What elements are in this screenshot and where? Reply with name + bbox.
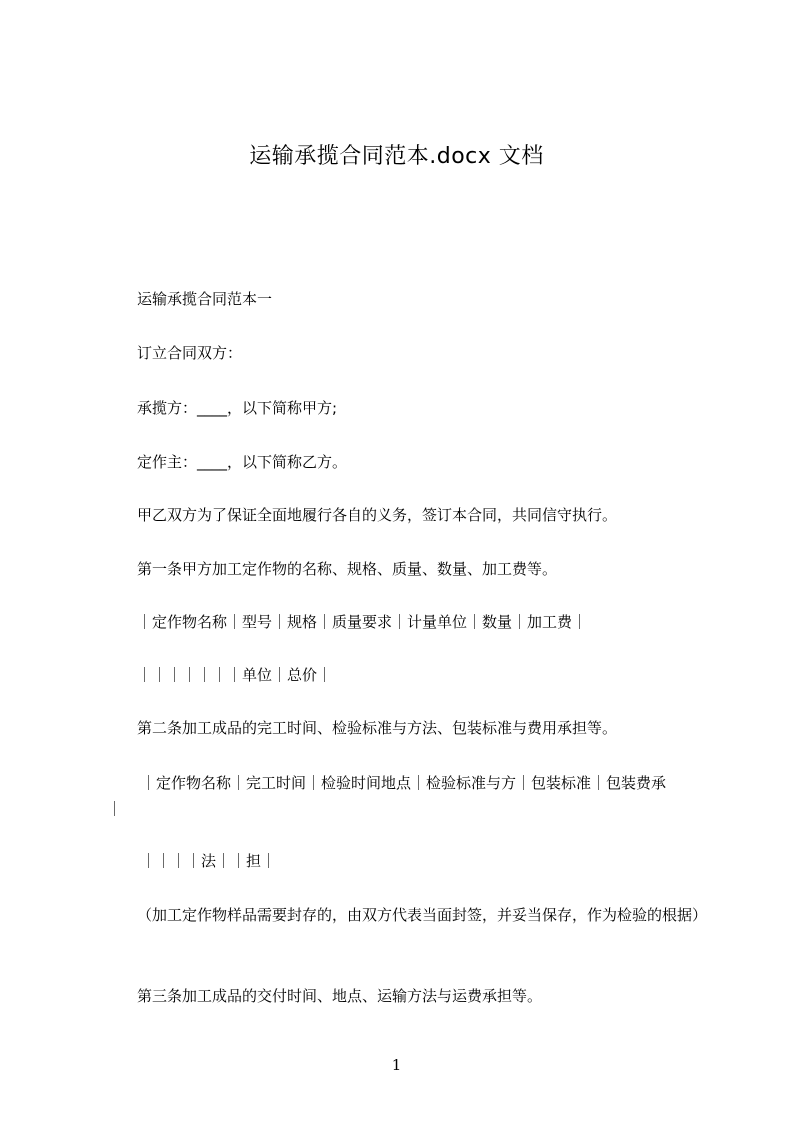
contract-heading: 运输承揽合同范本一: [137, 290, 273, 308]
parties-label: 订立合同双方：: [137, 344, 243, 362]
article-2-heading: 第二条加工成品的完工时间、检验标准与方法、包装标准与费用承担等。: [137, 719, 618, 737]
article-3-heading: 第三条加工成品的交付时间、地点、运输方法与运费承担等。: [137, 987, 543, 1005]
article-2-table-header: ｜定作物名称｜完工时间｜检验时间地点｜检验标准与方｜包装标准｜包装费承: [141, 774, 667, 792]
agreement-paragraph: 甲乙双方为了保证全面地履行各自的义务，签订本合同，共同信守执行。: [137, 506, 618, 524]
article-1-heading: 第一条甲方加工定作物的名称、规格、质量、数量、加工费等。: [137, 560, 558, 578]
article-1-table-row: ｜｜｜｜｜｜｜单位｜总价｜: [137, 666, 333, 684]
document-title: 运输承揽合同范本.docx 文档: [249, 144, 544, 169]
page-number: 1: [391, 1056, 402, 1074]
article-2-table-row: ｜｜｜｜法｜｜担｜: [141, 852, 277, 870]
article-2-table-header-wrap: ｜: [107, 800, 123, 818]
party-a-line: 承揽方：____，以下简称甲方;: [137, 399, 338, 417]
article-1-table-header: ｜定作物名称｜型号｜规格｜质量要求｜计量单位｜数量｜加工费｜: [137, 613, 588, 631]
party-b-line: 定作主：____，以下简称乙方。: [137, 453, 348, 471]
sample-sealing-note: （加工定作物样品需要封存的，由双方代表当面封签，并妥当保存，作为检验的根据）: [137, 906, 708, 924]
